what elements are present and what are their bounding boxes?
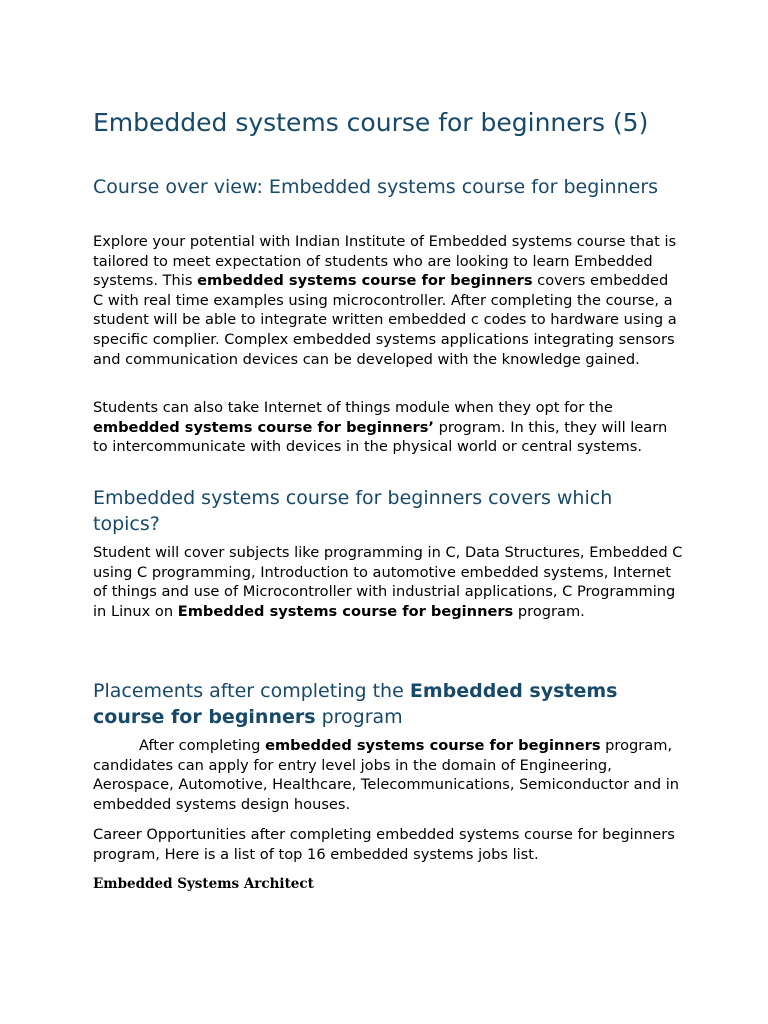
section-placements <box>93 678 683 730</box>
paragraph-overview-2 <box>93 398 683 457</box>
paragraph-text <box>93 736 683 814</box>
paragraph-placements-1 <box>93 736 683 814</box>
subheading-embedded-architect <box>93 875 683 893</box>
document-title: Embedded systems course for beginners (5) <box>93 108 649 137</box>
text-run: Explore your potential with Indian Institute of Embedded systems course that is tailored to meet expectation of students who are looking to learn Embedded systems. This <box>93 233 677 290</box>
paragraph-placements-2 <box>93 825 683 864</box>
bold-text-run: embedded systems course for beginners <box>265 737 601 754</box>
text-run: program, candidates can apply for entry level jobs in the domain of Engineering, Aerospace, Automotive, Healthcare, Telecommunications, Semiconductor and in embedded systems design houses. <box>93 737 680 813</box>
paragraph-overview-1 <box>93 232 683 369</box>
text-run: Student will cover subjects like programming in C, Data Structures, Embedded C using C programming, Introduction to automotive embedded systems, Internet of things and use of Microcontroller with industrial applications, C Programming in Linux on <box>93 544 683 620</box>
paragraph-topics <box>93 543 683 621</box>
bold-text-run: Embedded systems course for beginners <box>177 602 514 620</box>
text-run: Students can also take Internet of things module when they opt for the <box>93 399 613 416</box>
bold-text-run: embedded systems course for beginners’ <box>93 418 434 436</box>
section-heading-placements <box>93 678 683 730</box>
paragraph-text <box>93 232 683 369</box>
heading-text-run: Placements after completing the <box>93 680 410 702</box>
section-topics <box>93 485 683 537</box>
section-course-overview <box>93 174 683 200</box>
paragraph-text <box>93 543 683 621</box>
job-title-heading: Embedded Systems Architect <box>93 876 314 892</box>
heading-text-run: program <box>315 706 403 728</box>
heading-bold-run: Embedded systems course for beginners <box>93 680 618 728</box>
section-heading-course-overview: Course over view: Embedded systems course for beginners <box>93 176 659 198</box>
section-heading-topics: Embedded systems course for beginners covers which topics? <box>93 487 613 535</box>
bold-text-run: embedded systems course for beginners <box>197 272 533 290</box>
text-run: After completing <box>139 737 266 754</box>
text-run: program. <box>513 602 585 620</box>
text-run: covers embedded C with real time examples using microcontroller. After completing the course, a student will be able to integrate written embedded c codes to hardware using a specific complier. Complex embedded systems applications integrating sensors and communication devices can be developed with the knowledge gained. <box>93 272 677 368</box>
paragraph-text <box>93 398 683 457</box>
paragraph-text: Career Opportunities after completing embedded systems course for beginners program, Here is a list of top 16 embedded systems jobs list. <box>93 826 675 863</box>
text-run: program. In this, they will learn to intercommunicate with devices in the physical world or central systems. <box>93 418 668 456</box>
